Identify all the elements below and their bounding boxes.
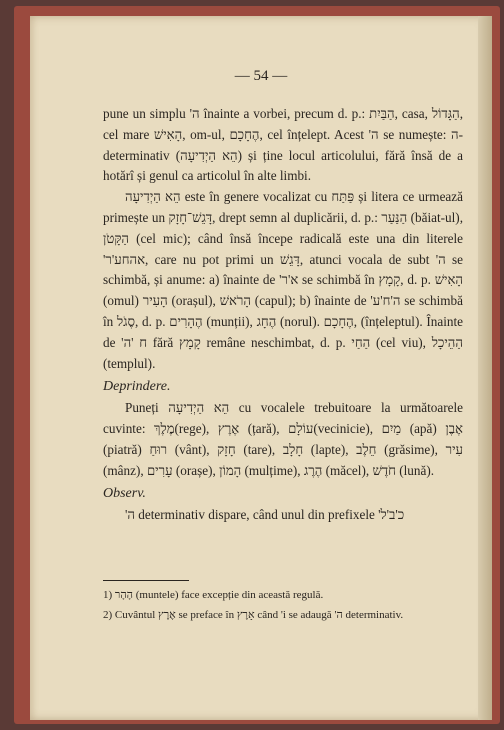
main-text xyxy=(103,104,463,526)
observation-heading: Observ. xyxy=(103,486,146,502)
footnote-1: 1) הָהָר (muntele) face excepție din această regulă. xyxy=(103,589,324,601)
exercise-text: Puneți הֵא הַיְדִיעָה cu vocalele trebuitoare la următoarele cuvinte: מֶלֶךְ(rege), אֶרֶץ (țară), עוֹלָם(vecinicie), מַיִם (apă) אֶבֶן (piatră) רוּחַ (vânt), חָזָק (tare), חָלָב (lapte), חֵלֶב (grăsime), עִיר (mânz), עָרִים (orașe), הָמוֹן (mulțime), הֶרֶג (măcel), חֹדֶשׁ (lună). xyxy=(103,400,463,478)
footnote-2: 2) Cuvântul אֶרֶץ se preface în אָרֶץ când 'i se adaugă 'ה determinativ. xyxy=(103,609,404,621)
page-number: — 54 — xyxy=(234,68,288,84)
exercise-heading: Deprindere. xyxy=(103,379,171,395)
paragraph-2: הֵא הַיְדִיעָה este în genere vocalizat cu פַּתַּח și litera ce urmează primește un דָּגֵשׁ־חָזָק, drept semn al duplicării, d. p.: הַנַּעַר (băiat-ul), הַקָּטֹן (cel mic); când însă începe radicală este una din literele 'אהחע'ר, care nu pot primi un דָּגֵשׁ, atunci vocala de subt 'ה se schimbă, și anume: a) înainte de 'א'ר se schimbă în קָמָץ, d. p. הָאִישׁ (omul) הָעִיר (orașul), הָרֹאשׁ (capul); b) înainte de 'ה'ח'ע se schimbă în סֶגֹל, d. p. הֶהָרִים (munții), הֶחָג (norul). הֶחָכָם, (înțeleptul). Înainte de 'ח 'ה fără קָמָץ rem​âne neschimbat, d. p. הַחַי (cel viu), הַהֵיכָל (templul). xyxy=(103,189,463,371)
paragraph-1: pune un simplu 'ה înainte a vorbei, precum d. p.: הַבַּיִת, casa, הַגָּדוֹל, cel mare הָאִישׁ, om-ul, הֶחָכָם, cel înțelept. Acest 'ה se numește: ה-determinativ (הֵא הַיְדִיעָה) și ține locul articolului, fără însă de a hotărî și genul ca articolul în alte limbi. xyxy=(103,106,463,184)
page-gutter xyxy=(478,16,492,720)
footnotes xyxy=(103,580,463,627)
book-page xyxy=(30,16,492,720)
footnote-rule xyxy=(103,580,189,581)
observation-text: 'ה determinativ dispare, când unul din prefixele 'כ'ב'ל xyxy=(125,507,405,523)
